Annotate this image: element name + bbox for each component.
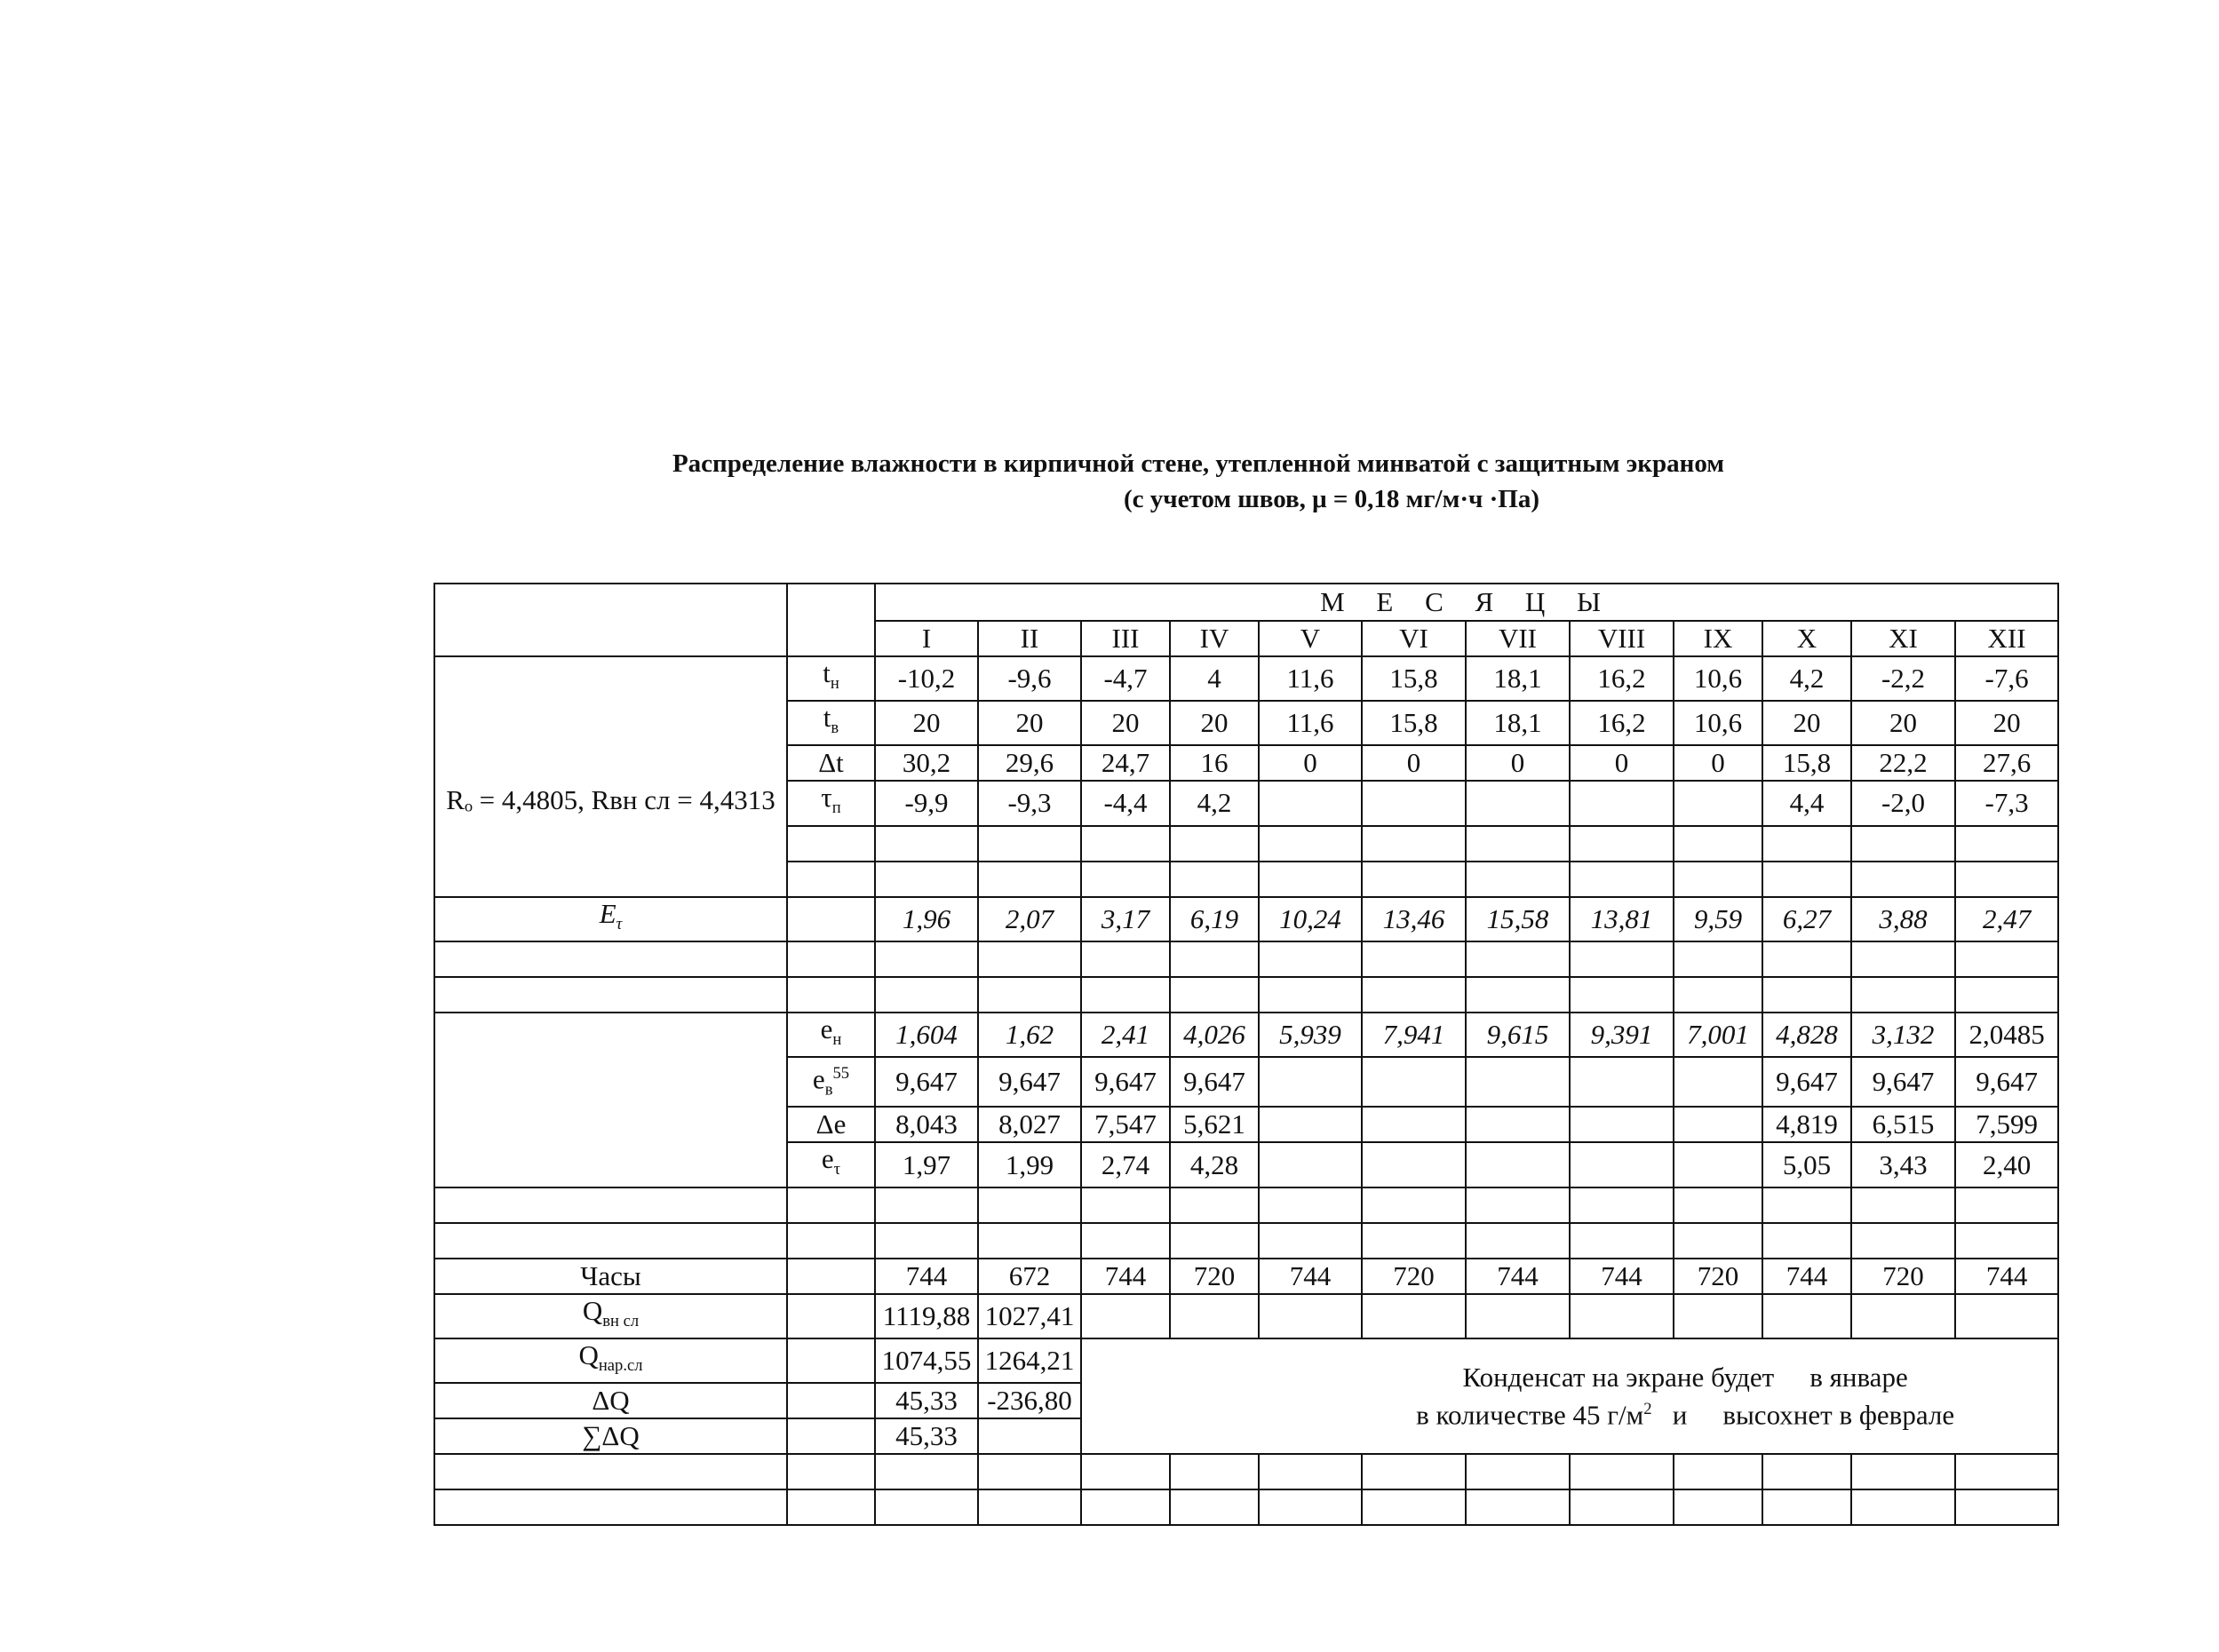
cell-et: 5,05	[1762, 1142, 1851, 1187]
cell-dt: 0	[1259, 745, 1362, 781]
cell-et: 1,99	[978, 1142, 1081, 1187]
empty-cell	[1851, 826, 1955, 862]
sym-qvn-blank	[787, 1294, 875, 1338]
cell-et	[1570, 1142, 1674, 1187]
cell-en: 9,391	[1570, 1013, 1674, 1057]
cell-et	[1259, 1142, 1362, 1187]
month-4: IV	[1170, 621, 1259, 656]
empty-cell	[1674, 1187, 1762, 1223]
empty-cell	[1851, 1223, 1955, 1259]
cell-ev: 9,647	[978, 1057, 1081, 1108]
cell-tv: 11,6	[1259, 701, 1362, 745]
empty-cell	[1955, 1489, 2058, 1525]
sym-dt: Δt	[787, 745, 875, 781]
row-E	[434, 897, 2058, 941]
empty-cell	[1466, 977, 1570, 1013]
empty-cell	[1170, 1187, 1259, 1223]
empty-cell	[875, 1489, 978, 1525]
cell-de: 8,043	[875, 1107, 978, 1142]
empty-cell	[787, 862, 875, 897]
sym-qnar-blank	[787, 1338, 875, 1383]
cell-tv: 20	[978, 701, 1081, 745]
empty-cell	[978, 941, 1081, 977]
cell-tn: -7,6	[1955, 656, 2058, 701]
empty-cell	[1851, 941, 1955, 977]
cell-ev: 9,647	[1762, 1057, 1851, 1108]
cell-tv: 20	[1762, 701, 1851, 745]
empty-cell	[1259, 1489, 1362, 1525]
blank-row	[434, 1187, 2058, 1223]
empty-cell	[1674, 1223, 1762, 1259]
cell-en: 4,026	[1170, 1013, 1259, 1057]
cell-de: 8,027	[978, 1107, 1081, 1142]
empty-cell	[1259, 826, 1362, 862]
cell-et	[1674, 1142, 1762, 1187]
sym-en: $e_н$	[787, 1013, 875, 1057]
month-2: II	[978, 621, 1081, 656]
month-8: VIII	[1570, 621, 1674, 656]
empty-cell	[1362, 1223, 1466, 1259]
empty-cell	[787, 1489, 875, 1525]
empty-cell	[1674, 862, 1762, 897]
empty-cell	[1674, 1489, 1762, 1525]
cell-tn: -10,2	[875, 656, 978, 701]
note-line1b: в январе	[1809, 1361, 1908, 1393]
empty-cell	[1466, 1223, 1570, 1259]
empty-cell	[1259, 1187, 1362, 1223]
empty-cell	[1674, 826, 1762, 862]
cell-en: 1,604	[875, 1013, 978, 1057]
sym-dq-blank	[787, 1383, 875, 1418]
empty-cell	[787, 1223, 875, 1259]
empty-cell	[1466, 1489, 1570, 1525]
cell-en: 9,615	[1466, 1013, 1570, 1057]
cell-ev	[1570, 1057, 1674, 1108]
empty-cell	[1955, 826, 2058, 862]
cell-qvn: 1027,41	[978, 1294, 1081, 1338]
cell-tn: -4,7	[1081, 656, 1170, 701]
empty-cell	[1851, 1454, 1955, 1489]
empty-cell	[875, 1187, 978, 1223]
cell-ev: 9,647	[1081, 1057, 1170, 1108]
empty-cell	[1762, 977, 1851, 1013]
blank-row	[434, 977, 2058, 1013]
empty-cell	[787, 941, 875, 977]
cell-dt: 15,8	[1762, 745, 1851, 781]
empty-cell	[787, 1454, 875, 1489]
empty-cell	[1955, 1223, 2058, 1259]
header-row-months	[434, 584, 2058, 621]
cell-de: 7,547	[1081, 1107, 1170, 1142]
cell-hours: 720	[1170, 1259, 1259, 1294]
cell-E: 3,88	[1851, 897, 1955, 941]
cell-E: 13,81	[1570, 897, 1674, 941]
label-E: $E_\tau$	[434, 897, 787, 941]
empty-cell	[1955, 1187, 2058, 1223]
empty-cell	[1170, 1454, 1259, 1489]
sym-tn: $t_н$	[787, 656, 875, 701]
empty-cell	[1170, 1223, 1259, 1259]
empty-cell	[1674, 941, 1762, 977]
cell-et: 2,40	[1955, 1142, 2058, 1187]
cell-de: 5,621	[1170, 1107, 1259, 1142]
cell-E: 6,27	[1762, 897, 1851, 941]
cell-et: 4,28	[1170, 1142, 1259, 1187]
cell-ev: 9,647	[875, 1057, 978, 1108]
title-line-2: (с учетом швов, μ = 0,18 мг/м·ч ·Па)	[1123, 485, 1540, 513]
empty-cell	[1362, 862, 1466, 897]
month-10: X	[1762, 621, 1851, 656]
row-qnar	[434, 1338, 2058, 1383]
empty-cell	[1081, 826, 1170, 862]
cell-E: 1,96	[875, 897, 978, 941]
sym-E-blank	[787, 897, 875, 941]
cell-hours: 744	[1570, 1259, 1674, 1294]
cell-ev: 9,647	[1170, 1057, 1259, 1108]
header-blank	[434, 584, 787, 656]
cell-en: 2,41	[1081, 1013, 1170, 1057]
note-line1a: Конденсат на экране будет	[1462, 1361, 1775, 1393]
cell-tau: -4,4	[1081, 781, 1170, 825]
empty-cell	[1955, 977, 2058, 1013]
cell-de	[1466, 1107, 1570, 1142]
label-dq: ΔQ	[434, 1383, 787, 1418]
empty-cell	[1570, 862, 1674, 897]
empty-cell	[1170, 1489, 1259, 1525]
cell-dt: 0	[1466, 745, 1570, 781]
cell-hours: 720	[1851, 1259, 1955, 1294]
cell-E: 13,46	[1362, 897, 1466, 941]
empty-cell	[434, 941, 787, 977]
cell-E: 2,47	[1955, 897, 2058, 941]
empty-cell	[1762, 941, 1851, 977]
cell-tn: -2,2	[1851, 656, 1955, 701]
cell-ev	[1362, 1057, 1466, 1108]
cell-E: 15,58	[1466, 897, 1570, 941]
cell-tau: 4,4	[1762, 781, 1851, 825]
cell-et: 3,43	[1851, 1142, 1955, 1187]
blank-row	[434, 1489, 2058, 1525]
empty-cell	[875, 1454, 978, 1489]
empty-cell	[787, 977, 875, 1013]
month-7: VII	[1466, 621, 1570, 656]
empty-cell	[1570, 1187, 1674, 1223]
cell-ev	[1466, 1057, 1570, 1108]
empty-cell	[787, 1187, 875, 1223]
empty-cell	[1674, 1454, 1762, 1489]
cell-E: 3,17	[1081, 897, 1170, 941]
empty-cell	[434, 1454, 787, 1489]
cell-dq: -236,80	[978, 1383, 1081, 1418]
month-9: IX	[1674, 621, 1762, 656]
empty-cell	[1570, 1489, 1674, 1525]
cell-tv: 20	[1081, 701, 1170, 745]
row-en	[434, 1013, 2058, 1057]
blank-row	[434, 941, 2058, 977]
empty-cell	[1362, 826, 1466, 862]
empty-cell	[978, 862, 1081, 897]
empty-cell	[1851, 1187, 1955, 1223]
empty-cell	[1762, 826, 1851, 862]
empty-cell	[1259, 862, 1362, 897]
empty-cell	[1362, 941, 1466, 977]
cell-tv: 20	[875, 701, 978, 745]
moisture-table	[433, 583, 2059, 1526]
cell-tn: 16,2	[1570, 656, 1674, 701]
cell-hours: 744	[875, 1259, 978, 1294]
empty-cell	[1570, 1223, 1674, 1259]
empty-cell	[1466, 862, 1570, 897]
empty-cell	[1466, 1454, 1570, 1489]
cell-en: 4,828	[1762, 1013, 1851, 1057]
cell-de: 7,599	[1955, 1107, 2058, 1142]
empty-cell	[875, 1223, 978, 1259]
cell-tn: 15,8	[1362, 656, 1466, 701]
empty-cell	[1762, 1454, 1851, 1489]
empty-cell	[1081, 1223, 1170, 1259]
cell-dt: 16	[1170, 745, 1259, 781]
param-label: Rₒ = 4,4805, Rвн сл = 4,4313	[434, 656, 787, 897]
cell-tv: 20	[1851, 701, 1955, 745]
empty-cell	[434, 1187, 787, 1223]
row-hours	[434, 1259, 2058, 1294]
empty-cell	[1466, 826, 1570, 862]
sym-sdq-blank	[787, 1418, 875, 1454]
empty-cell	[1362, 1454, 1466, 1489]
empty-cell	[1170, 941, 1259, 977]
cell-tau	[1466, 781, 1570, 825]
cell-tau: -7,3	[1955, 781, 2058, 825]
empty-cell	[1570, 1454, 1674, 1489]
cell-tau	[1362, 781, 1466, 825]
cell-tn: 4	[1170, 656, 1259, 701]
empty-cell	[1762, 862, 1851, 897]
label-hours: Часы	[434, 1259, 787, 1294]
month-3: III	[1081, 621, 1170, 656]
empty-cell	[1081, 1489, 1170, 1525]
empty-cell	[1362, 1489, 1466, 1525]
cell-ev	[1674, 1057, 1762, 1108]
cell-tn: 4,2	[1762, 656, 1851, 701]
cell-tv: 15,8	[1362, 701, 1466, 745]
cell-hours: 744	[1081, 1259, 1170, 1294]
empty-cell	[875, 977, 978, 1013]
blank-row	[434, 1223, 2058, 1259]
cell-hours: 720	[1362, 1259, 1466, 1294]
empty-cell	[1466, 941, 1570, 977]
empty-cell	[1762, 1187, 1851, 1223]
empty-cell	[1259, 941, 1362, 977]
cell-E: 6,19	[1170, 897, 1259, 941]
month-5: V	[1259, 621, 1362, 656]
title-line-1: Распределение влажности в кирпичной стене, утепленной минватой с защитным экраном	[672, 449, 1725, 478]
cell-ev: 9,647	[1955, 1057, 2058, 1108]
blank-row	[434, 1454, 2058, 1489]
cell-hours: 744	[1466, 1259, 1570, 1294]
cell-en: 7,941	[1362, 1013, 1466, 1057]
empty-cell	[1466, 1187, 1570, 1223]
cell-dt: 0	[1362, 745, 1466, 781]
cell-en: 2,0485	[1955, 1013, 2058, 1057]
empty-cell	[1955, 862, 2058, 897]
cell-et: 1,97	[875, 1142, 978, 1187]
page-title	[0, 446, 2219, 517]
sym-tv: $t_в$	[787, 701, 875, 745]
empty-cell	[978, 1187, 1081, 1223]
empty-cell	[1570, 977, 1674, 1013]
empty-cell	[1081, 1187, 1170, 1223]
empty-cell	[875, 862, 978, 897]
cell-tv: 16,2	[1570, 701, 1674, 745]
cell-tv: 20	[1955, 701, 2058, 745]
cell-tau	[1570, 781, 1674, 825]
cell-hours: 744	[1762, 1259, 1851, 1294]
label-sdq: ∑ΔQ	[434, 1418, 787, 1454]
empty-cell	[1081, 1454, 1170, 1489]
cell-tau: 4,2	[1170, 781, 1259, 825]
cell-tau: -9,3	[978, 781, 1081, 825]
row-tn	[434, 656, 2058, 701]
cell-et	[1362, 1142, 1466, 1187]
note-line2c: высохнет в феврале	[1722, 1399, 1955, 1431]
empty-cell	[1170, 862, 1259, 897]
cell-qnar: 1074,55	[875, 1338, 978, 1383]
empty-cell	[1851, 862, 1955, 897]
cell-de: 4,819	[1762, 1107, 1851, 1142]
cell-dt: 27,6	[1955, 745, 2058, 781]
empty-cell	[978, 1489, 1081, 1525]
sym-ev: $e_в^{55}$	[787, 1057, 875, 1108]
cell-tv: 18,1	[1466, 701, 1570, 745]
sym-et: $e_\tau$	[787, 1142, 875, 1187]
empty-cell	[1762, 1223, 1851, 1259]
cell-dt: 29,6	[978, 745, 1081, 781]
cell-hours: 744	[1955, 1259, 2058, 1294]
cell-hours: 720	[1674, 1259, 1762, 1294]
empty-cell	[434, 1223, 787, 1259]
empty-cell	[1570, 826, 1674, 862]
empty-cell	[434, 977, 787, 1013]
cell-tn: 18,1	[1466, 656, 1570, 701]
cell-dt: 0	[1674, 745, 1762, 781]
cell-dt: 0	[1570, 745, 1674, 781]
empty-cell	[1362, 977, 1466, 1013]
empty-cell	[1081, 977, 1170, 1013]
label-qnar: $Q_{нар.сл}$	[434, 1338, 787, 1383]
empty-cell	[1851, 1489, 1955, 1525]
cell-de	[1259, 1107, 1362, 1142]
cell-en: 7,001	[1674, 1013, 1762, 1057]
month-11: XI	[1851, 621, 1955, 656]
empty-cell	[1851, 977, 1955, 1013]
cell-sdq: 45,33	[875, 1418, 978, 1454]
cell-tv: 10,6	[1674, 701, 1762, 745]
empty-cell	[1762, 1489, 1851, 1525]
cell-dt: 24,7	[1081, 745, 1170, 781]
cell-tn: 11,6	[1259, 656, 1362, 701]
cell-ev: 9,647	[1851, 1057, 1955, 1108]
empty-cell	[1362, 1187, 1466, 1223]
row-qvn	[434, 1294, 2058, 1338]
cell-dt: 22,2	[1851, 745, 1955, 781]
empty-cell	[1259, 1223, 1362, 1259]
note-line2b: и	[1672, 1399, 1688, 1431]
empty-cell	[875, 826, 978, 862]
empty-cell	[1570, 941, 1674, 977]
cell-E: 10,24	[1259, 897, 1362, 941]
condensate-note: Конденсат на экране будет в январе в количестве 45 $г/м^2$ и высохнет в феврале	[1081, 1338, 2058, 1454]
cell-tau	[1259, 781, 1362, 825]
empty-cell	[1081, 941, 1170, 977]
cell-dt: 30,2	[875, 745, 978, 781]
cell-E: 9,59	[1674, 897, 1762, 941]
cell-qvn: 1119,88	[875, 1294, 978, 1338]
sym-hours-blank	[787, 1259, 875, 1294]
empty-cell	[434, 1489, 787, 1525]
month-12: XII	[1955, 621, 2058, 656]
label-qvn: $Q_{вн сл}$	[434, 1294, 787, 1338]
cell-tn: 10,6	[1674, 656, 1762, 701]
cell-en: 3,132	[1851, 1013, 1955, 1057]
cell-hours: 744	[1259, 1259, 1362, 1294]
cell-de	[1362, 1107, 1466, 1142]
empty-cell	[1955, 941, 2058, 977]
empty-cell	[978, 826, 1081, 862]
empty-cell	[1955, 1454, 2058, 1489]
month-6: VI	[1362, 621, 1466, 656]
cell-hours: 672	[978, 1259, 1081, 1294]
cell-E: 2,07	[978, 897, 1081, 941]
group-e-blank	[434, 1013, 787, 1187]
empty-cell	[875, 941, 978, 977]
sym-de: Δe	[787, 1107, 875, 1142]
empty-cell	[978, 977, 1081, 1013]
cell-tau: -9,9	[875, 781, 978, 825]
cell-tau	[1674, 781, 1762, 825]
empty-cell	[1170, 977, 1259, 1013]
cell-et: 2,74	[1081, 1142, 1170, 1187]
empty-cell	[1674, 977, 1762, 1013]
cell-de: 6,515	[1851, 1107, 1955, 1142]
empty-cell	[787, 826, 875, 862]
empty-cell	[1259, 1454, 1362, 1489]
month-1: I	[875, 621, 978, 656]
empty-cell	[1259, 977, 1362, 1013]
cell-de	[1570, 1107, 1674, 1142]
cell-dq: 45,33	[875, 1383, 978, 1418]
cell-de	[1674, 1107, 1762, 1142]
cell-en: 5,939	[1259, 1013, 1362, 1057]
cell-tau: -2,0	[1851, 781, 1955, 825]
cell-ev	[1259, 1057, 1362, 1108]
cell-qnar: 1264,21	[978, 1338, 1081, 1383]
cell-en: 1,62	[978, 1013, 1081, 1057]
header-blank-sym	[787, 584, 875, 656]
note-line2a: в количестве 45 г/м	[1416, 1399, 1644, 1431]
cell-tv: 20	[1170, 701, 1259, 745]
empty-cell	[1081, 862, 1170, 897]
empty-cell	[978, 1454, 1081, 1489]
months-header: М Е С Я Ц Ы	[875, 584, 2058, 621]
cell-tn: -9,6	[978, 656, 1081, 701]
cell-et	[1466, 1142, 1570, 1187]
sym-tau: $\tau_п$	[787, 781, 875, 825]
empty-cell	[978, 1223, 1081, 1259]
empty-cell	[1170, 826, 1259, 862]
